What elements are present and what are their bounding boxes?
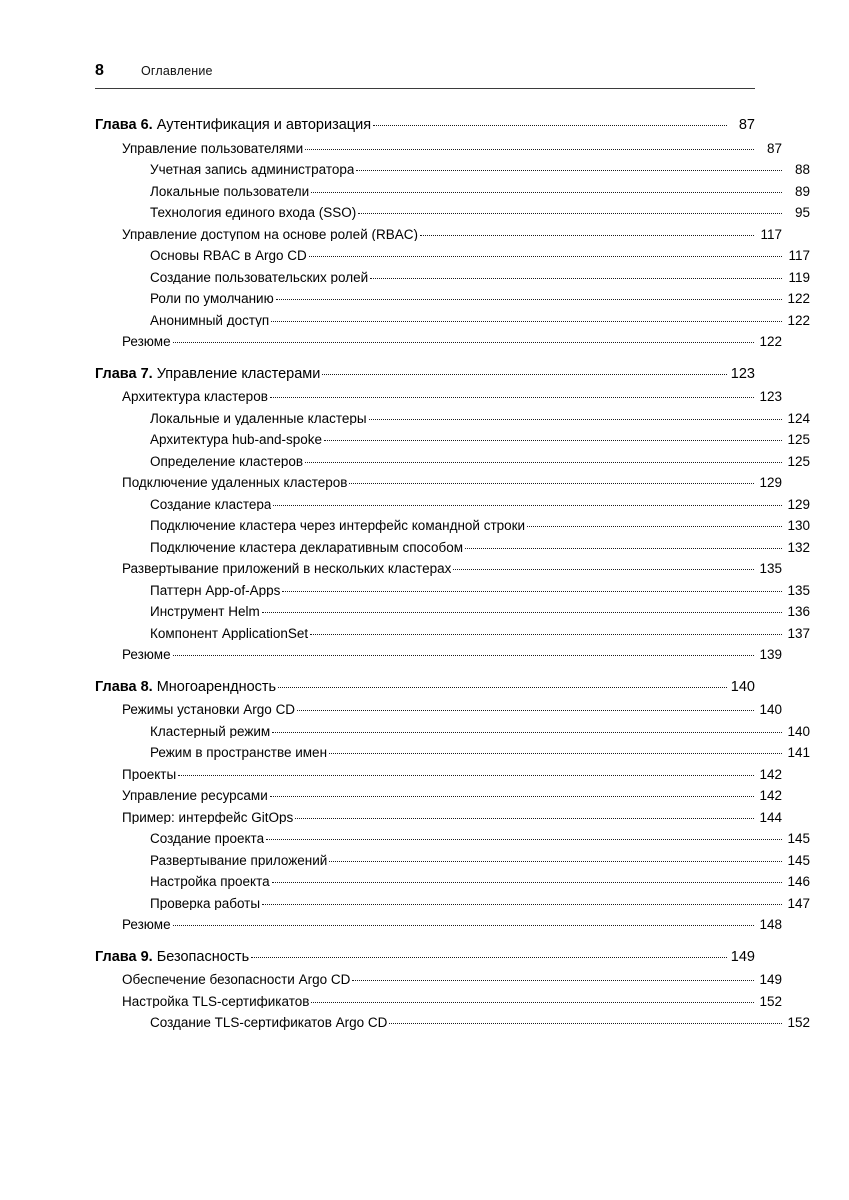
toc-entry-text bbox=[95, 950, 249, 965]
toc-entry-text bbox=[150, 433, 322, 447]
toc-entry-title: Роли по умолчанию bbox=[150, 292, 274, 306]
toc-page-number: 142 bbox=[759, 766, 782, 782]
toc-entry[interactable] bbox=[95, 163, 810, 177]
toc-entry[interactable] bbox=[95, 390, 782, 404]
toc-entry[interactable] bbox=[95, 789, 782, 803]
toc-chapter-label: Глава 8. bbox=[95, 679, 153, 694]
toc-entry[interactable] bbox=[95, 206, 810, 220]
toc-leader-dots bbox=[311, 191, 782, 193]
toc-entry-title: Управление доступом на основе ролей (RBAC) bbox=[122, 227, 418, 241]
toc-entry-title: Компонент ApplicationSet bbox=[150, 626, 309, 640]
toc-entry-title: Пример: интерфейс GitOps bbox=[122, 810, 294, 824]
toc-leader-dots bbox=[305, 148, 754, 150]
toc-entry[interactable] bbox=[95, 875, 810, 889]
toc-page-number: 149 bbox=[730, 948, 755, 965]
toc-page-number: 95 bbox=[794, 205, 810, 220]
toc-entry[interactable] bbox=[95, 1016, 810, 1030]
toc-entry-title: Создание проекта bbox=[150, 832, 265, 846]
toc-page-number: 117 bbox=[760, 226, 782, 242]
toc-entry[interactable] bbox=[95, 973, 782, 987]
toc-page-number: 140 bbox=[730, 678, 755, 695]
toc-page-number: 139 bbox=[759, 647, 782, 662]
toc-entry-text bbox=[150, 854, 327, 868]
toc-entry-title: Аутентификация и авторизация bbox=[156, 118, 372, 133]
toc-page-number: 89 bbox=[794, 183, 810, 199]
toc-page-number: 140 bbox=[759, 702, 782, 717]
toc-leader-dots bbox=[271, 320, 782, 322]
toc-entry-text bbox=[150, 314, 269, 328]
toc-entry-text bbox=[150, 832, 264, 846]
toc-entry-text bbox=[95, 367, 320, 382]
toc-leader-dots bbox=[272, 731, 782, 733]
toc-page-number: 125 bbox=[787, 453, 810, 469]
toc-entry-text bbox=[150, 1016, 387, 1030]
toc-entry-title: Паттерн App-of-Apps bbox=[150, 583, 281, 597]
toc-leader-dots bbox=[270, 795, 754, 797]
toc-entry-title: Обеспечение безопасности Argo CD bbox=[122, 973, 351, 987]
toc-entry-title: Кластерный режим bbox=[150, 724, 271, 738]
toc-page-number: 135 bbox=[787, 582, 810, 598]
toc-entry-title: Многоарендность bbox=[156, 679, 277, 694]
toc-page-number: 125 bbox=[787, 432, 810, 447]
toc-page-number: 146 bbox=[787, 874, 810, 889]
toc-page-number: 136 bbox=[787, 604, 810, 619]
toc-entry-title: Развертывание приложений в нескольких кластерах bbox=[122, 562, 452, 576]
toc-entry-text bbox=[150, 519, 525, 533]
toc-entry-title: Развертывание приложений bbox=[150, 853, 328, 867]
toc-entry-title: Создание кластера bbox=[150, 497, 272, 511]
toc-page-number: 122 bbox=[759, 334, 782, 349]
toc-leader-dots bbox=[266, 838, 782, 840]
toc-entry-text bbox=[150, 541, 463, 555]
toc-entry[interactable] bbox=[95, 314, 810, 328]
toc-entry-text bbox=[150, 292, 274, 306]
toc-entry-title: Проверка работы bbox=[150, 896, 261, 910]
toc-entry-text bbox=[150, 584, 280, 598]
toc-chapter-label: Глава 7. bbox=[95, 366, 153, 381]
toc-entry[interactable] bbox=[95, 498, 810, 512]
toc-entry-title: Режимы установки Argo CD bbox=[122, 703, 296, 717]
toc-entry-title: Управление кластерами bbox=[156, 366, 321, 381]
toc-entry-title: Технология единого входа (SSO) bbox=[150, 206, 357, 220]
toc-entry[interactable] bbox=[95, 725, 810, 739]
toc-entry-text bbox=[150, 627, 308, 641]
toc-entry-title: Режим в пространстве имен bbox=[150, 746, 328, 760]
toc-entry[interactable] bbox=[95, 185, 810, 199]
toc-leader-dots bbox=[527, 525, 782, 527]
toc-entry[interactable] bbox=[95, 832, 810, 846]
toc-leader-dots bbox=[272, 881, 782, 883]
toc-entry[interactable] bbox=[95, 995, 782, 1009]
toc-entry[interactable] bbox=[95, 627, 810, 641]
toc-entry-title: Архитектура hub-and-spoke bbox=[150, 433, 323, 447]
toc-entry-text bbox=[122, 995, 309, 1009]
toc-entry-title: Подключение удаленных кластеров bbox=[122, 476, 348, 490]
toc-chapter-label: Глава 6. bbox=[95, 118, 153, 133]
toc-entry-text bbox=[122, 476, 347, 490]
toc-leader-dots bbox=[309, 255, 782, 257]
toc-leader-dots bbox=[322, 373, 727, 375]
toc-entry-text bbox=[150, 271, 368, 285]
toc-entry[interactable] bbox=[95, 605, 810, 619]
toc-entry[interactable] bbox=[95, 271, 810, 285]
toc-entry-title: Управление ресурсами bbox=[122, 789, 268, 803]
toc-leader-dots bbox=[369, 418, 782, 420]
toc-entry-text bbox=[150, 185, 309, 199]
toc-entry[interactable] bbox=[95, 292, 810, 306]
toc-entry[interactable] bbox=[95, 746, 810, 760]
toc-entry-title: Подключение кластера через интерфейс командной строки bbox=[150, 519, 526, 533]
toc-entry-text bbox=[150, 163, 354, 177]
toc-entry-text bbox=[150, 746, 327, 760]
toc-page-number: 123 bbox=[730, 365, 755, 382]
toc-page-number: 87 bbox=[738, 117, 755, 133]
toc-entry[interactable] bbox=[95, 541, 810, 555]
toc-entry-text bbox=[150, 897, 260, 911]
toc-entry-text bbox=[122, 228, 418, 242]
toc-entry-title: Создание пользовательских ролей bbox=[150, 270, 369, 284]
toc-page-number: 152 bbox=[759, 993, 782, 1009]
toc-leader-dots bbox=[310, 633, 782, 635]
toc-page-number: 145 bbox=[787, 831, 810, 846]
toc-entry-title: Создание TLS-сертификатов Argo CD bbox=[150, 1016, 388, 1030]
running-title: Оглавление bbox=[141, 64, 213, 78]
toc-entry[interactable] bbox=[95, 455, 810, 469]
toc-leader-dots bbox=[324, 439, 782, 441]
toc-page-number: 122 bbox=[787, 312, 810, 328]
toc-entry[interactable] bbox=[95, 476, 782, 490]
toc-leader-dots bbox=[465, 547, 782, 549]
toc-entry-text bbox=[122, 390, 268, 404]
toc-leader-dots bbox=[173, 341, 754, 343]
toc-entry-title: Настройка TLS-сертификатов bbox=[122, 994, 310, 1008]
toc-page-number: 88 bbox=[794, 162, 810, 177]
toc-entry-text bbox=[122, 703, 295, 717]
toc-leader-dots bbox=[311, 1001, 754, 1003]
toc-page-number: 129 bbox=[787, 496, 810, 512]
toc-entry[interactable] bbox=[95, 897, 810, 911]
toc-entry-text bbox=[150, 498, 271, 512]
toc-entry-title: Основы RBAC в Argo CD bbox=[150, 249, 307, 263]
toc-leader-dots bbox=[420, 234, 754, 236]
toc-page-number: 147 bbox=[787, 895, 810, 911]
toc-leader-dots bbox=[352, 979, 754, 981]
toc-entry[interactable] bbox=[95, 249, 810, 263]
toc-page-number: 137 bbox=[787, 625, 810, 641]
toc-page-number: 119 bbox=[788, 269, 810, 285]
toc-leader-dots bbox=[262, 903, 782, 905]
toc-entry-title: Инструмент Helm bbox=[150, 605, 260, 619]
toc-chapter-entry[interactable] bbox=[95, 367, 755, 382]
toc-leader-dots bbox=[389, 1022, 782, 1024]
toc-entry-text bbox=[122, 648, 171, 662]
toc-entry-title: Управление пользователями bbox=[122, 141, 304, 155]
toc-entry[interactable] bbox=[95, 142, 782, 156]
toc-page-number: 142 bbox=[759, 788, 782, 803]
toc-leader-dots bbox=[251, 956, 727, 958]
toc-leader-dots bbox=[278, 686, 727, 688]
toc-entry-text bbox=[150, 412, 367, 426]
toc-page-number: 144 bbox=[759, 809, 782, 825]
toc-entry[interactable] bbox=[95, 519, 810, 533]
toc-page-number: 135 bbox=[759, 561, 782, 576]
toc-page-number: 117 bbox=[788, 248, 810, 263]
toc-entry-title: Учетная запись администратора bbox=[150, 163, 355, 177]
toc-entry-title: Анонимный доступ bbox=[150, 313, 270, 327]
toc-entry-text bbox=[122, 811, 293, 825]
toc-leader-dots bbox=[262, 611, 782, 613]
toc-leader-dots bbox=[297, 709, 754, 711]
toc-entry-title: Подключение кластера декларативным способом bbox=[150, 540, 463, 554]
toc-entry[interactable] bbox=[95, 768, 782, 782]
toc-chapter-label: Глава 9. bbox=[95, 949, 153, 964]
toc-entry-title: Настройка проекта bbox=[150, 875, 270, 889]
toc-leader-dots bbox=[349, 482, 754, 484]
toc-leader-dots bbox=[329, 860, 782, 862]
toc-page-number: 152 bbox=[787, 1015, 810, 1030]
toc-page-number: 124 bbox=[787, 410, 810, 426]
toc-entry-text bbox=[95, 680, 276, 695]
toc-entry-title: Резюме bbox=[122, 918, 171, 932]
toc-entry[interactable] bbox=[95, 433, 810, 447]
toc-entry[interactable] bbox=[95, 562, 782, 576]
toc-leader-dots bbox=[329, 752, 782, 754]
toc-page-number: 145 bbox=[787, 852, 810, 868]
toc-entry[interactable] bbox=[95, 918, 782, 932]
toc-leader-dots bbox=[173, 924, 754, 926]
toc-leader-dots bbox=[273, 504, 782, 506]
toc-page-number: 132 bbox=[787, 539, 810, 555]
table-of-contents bbox=[95, 117, 810, 1030]
toc-page-number: 130 bbox=[787, 518, 810, 533]
toc-leader-dots bbox=[276, 298, 782, 300]
toc-entry-text bbox=[122, 142, 303, 156]
toc-page-number: 129 bbox=[759, 475, 782, 490]
toc-page-number: 122 bbox=[787, 291, 810, 306]
toc-page-number: 140 bbox=[787, 723, 810, 739]
toc-entry-text bbox=[150, 455, 303, 469]
toc-page-number: 141 bbox=[787, 745, 810, 760]
toc-page-number: 87 bbox=[766, 140, 782, 156]
toc-entry-text bbox=[150, 249, 307, 263]
toc-entry-text bbox=[95, 118, 371, 133]
toc-entry-text bbox=[122, 789, 268, 803]
toc-entry[interactable] bbox=[95, 584, 810, 598]
toc-chapter-entry[interactable] bbox=[95, 118, 755, 133]
toc-entry-title: Проекты bbox=[122, 767, 177, 781]
header-divider bbox=[95, 88, 755, 89]
toc-entry-text bbox=[150, 206, 356, 220]
toc-group-chapter-9 bbox=[95, 948, 810, 1030]
toc-entry-text bbox=[150, 605, 260, 619]
toc-leader-dots bbox=[178, 774, 754, 776]
toc-entry-text bbox=[122, 973, 350, 987]
toc-entry[interactable] bbox=[95, 648, 782, 662]
toc-chapter-entry[interactable] bbox=[95, 950, 755, 965]
toc-leader-dots bbox=[295, 817, 754, 819]
toc-entry-title: Резюме bbox=[122, 335, 171, 349]
toc-leader-dots bbox=[282, 590, 782, 592]
toc-entry-title: Локальные и удаленные кластеры bbox=[150, 411, 367, 425]
toc-leader-dots bbox=[356, 169, 782, 171]
toc-group-chapter-6 bbox=[95, 117, 810, 349]
toc-entry[interactable] bbox=[95, 412, 810, 426]
toc-entry-text bbox=[122, 918, 171, 932]
toc-entry-title: Определение кластеров bbox=[150, 454, 304, 468]
toc-group-chapter-8 bbox=[95, 678, 810, 932]
toc-page-number: 149 bbox=[759, 972, 782, 987]
toc-entry[interactable] bbox=[95, 703, 782, 717]
toc-chapter-entry[interactable] bbox=[95, 680, 755, 695]
toc-entry-text bbox=[122, 335, 171, 349]
toc-group-chapter-7 bbox=[95, 365, 810, 662]
toc-leader-dots bbox=[173, 654, 754, 656]
toc-entry[interactable] bbox=[95, 811, 782, 825]
toc-entry-title: Безопасность bbox=[156, 949, 250, 964]
toc-entry-text bbox=[150, 725, 270, 739]
toc-entry[interactable] bbox=[95, 335, 782, 349]
toc-leader-dots bbox=[270, 396, 754, 398]
toc-entry-title: Архитектура кластеров bbox=[122, 390, 268, 404]
toc-page-number: 123 bbox=[759, 389, 782, 404]
toc-entry[interactable] bbox=[95, 854, 810, 868]
toc-entry-title: Резюме bbox=[122, 648, 171, 662]
toc-entry-text bbox=[122, 768, 176, 782]
toc-leader-dots bbox=[373, 124, 727, 126]
toc-entry[interactable] bbox=[95, 228, 782, 242]
toc-leader-dots bbox=[358, 212, 782, 214]
toc-leader-dots bbox=[453, 568, 754, 570]
toc-leader-dots bbox=[305, 461, 782, 463]
page-header bbox=[95, 62, 755, 80]
toc-leader-dots bbox=[370, 277, 782, 279]
toc-page-number: 148 bbox=[759, 917, 782, 932]
toc-entry-text bbox=[122, 562, 451, 576]
toc-entry-title: Локальные пользователи bbox=[150, 184, 310, 198]
toc-entry-text bbox=[150, 875, 270, 889]
page-number: 8 bbox=[95, 62, 104, 79]
